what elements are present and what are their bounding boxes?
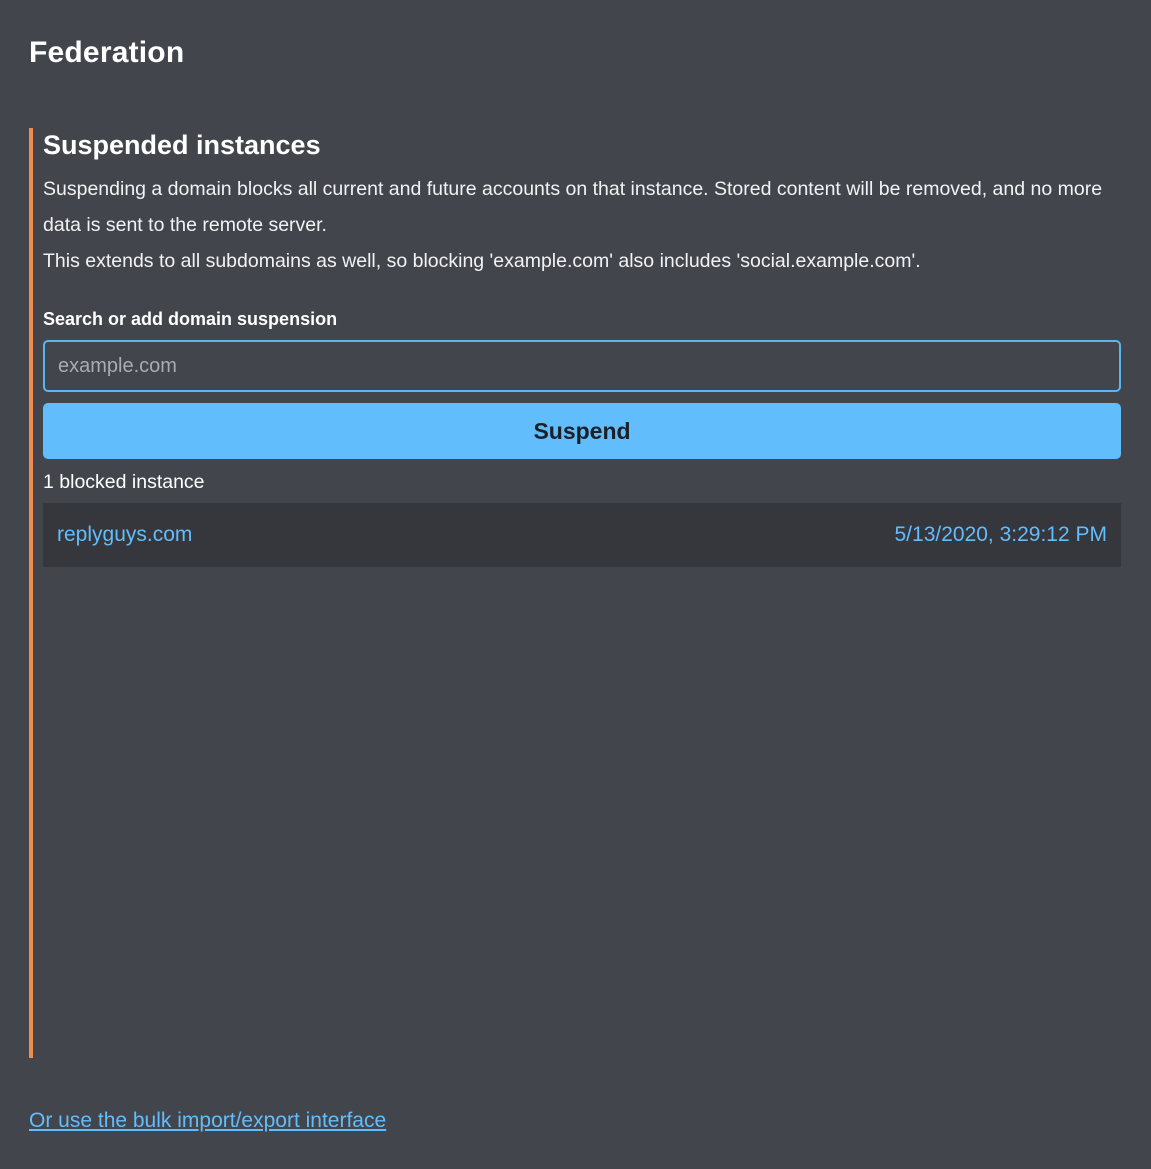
table-row[interactable] (43, 503, 1121, 567)
instance-domain-link[interactable]: replyguys.com (57, 523, 193, 547)
page-title: Federation (29, 36, 185, 69)
suspended-instances-panel (29, 128, 1123, 1058)
description-paragraph-2: This extends to all subdomains as well, so blocking 'example.com' also includes 'social.example.com'. (43, 250, 921, 273)
bulk-import-export-link[interactable]: Or use the bulk import/export interface (29, 1109, 387, 1132)
instance-blocked-date: 5/13/2020, 3:29:12 PM (894, 523, 1107, 547)
blocked-instance-list (43, 503, 1121, 567)
blocked-instance-count: 1 blocked instance (43, 471, 205, 494)
description-paragraph-1: Suspending a domain blocks all current and future accounts on that instance. Stored content will be removed, and no more data is sent to the remote server. (43, 178, 1103, 237)
domain-search-input[interactable] (43, 340, 1121, 392)
section-title: Suspended instances (43, 130, 321, 160)
suspend-button[interactable]: Suspend (43, 403, 1121, 459)
section-description (43, 171, 1103, 279)
domain-search-label: Search or add domain suspension (43, 309, 338, 330)
